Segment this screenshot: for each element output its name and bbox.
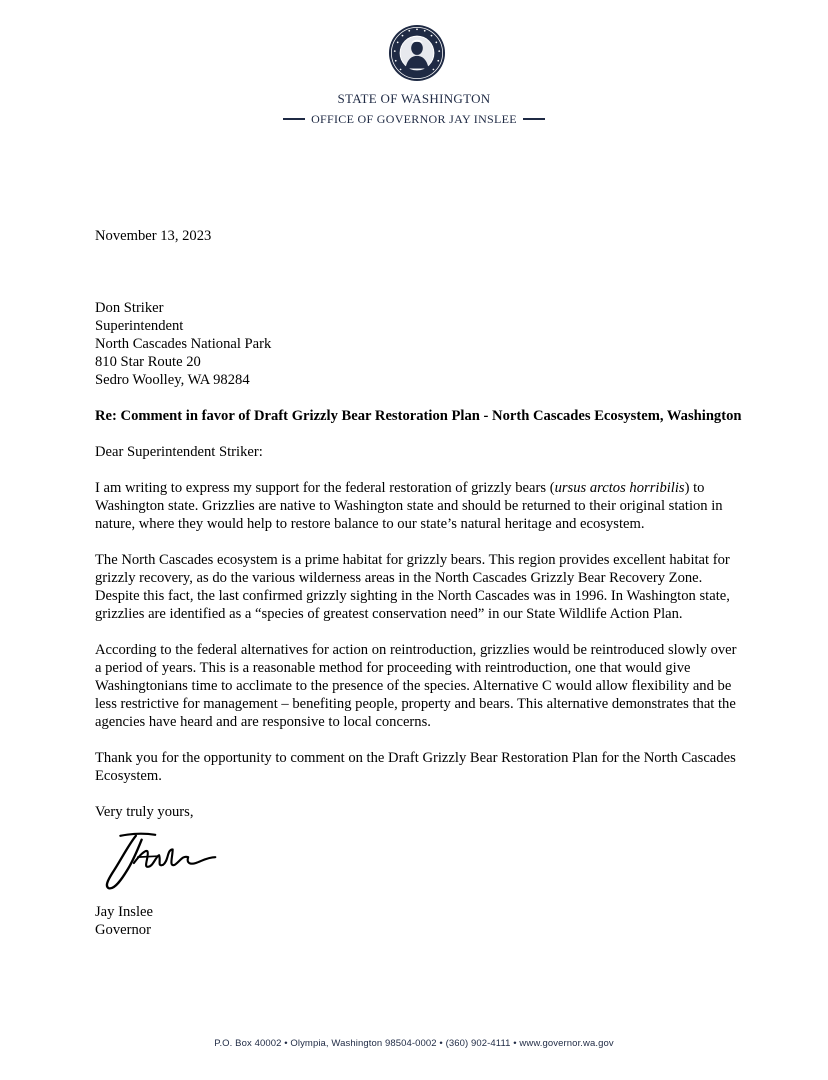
recipient-name: Don Striker — [95, 300, 164, 316]
letter-subject: Re: Comment in favor of Draft Grizzly Bear Restoration Plan - North Cascades Ecosystem, Washington — [95, 408, 742, 424]
paragraph-3: According to the federal alternatives for action on reintroduction, grizzlies would be reintroduced slowly over a period of years. This is a reasonable method for proceeding with reintroduction, one that would give Washingtonians time to acclimate to the presence of the species. Alternative C would allow flexibility and be less restrictive for management – benefiting people, property and bears. This alternative demonstrates that the agencies have heard and are responsive to local concerns. — [95, 642, 737, 730]
letterhead — [0, 90, 828, 127]
paragraph-1-after: ) to Washington state. Grizzlies are native to Washington state and should be returned to their original station in nature, where they would help to restore balance to our state’s natural heritage and ecosystem. — [95, 480, 723, 532]
paragraph-2: The North Cascades ecosystem is a prime habitat for grizzly bears. This region provides excellent habitat for grizzly recovery, as do the various wilderness areas in the North Cascades Grizzly Bear Recovery Zone. Despite this fact, the last confirmed grizzly sighting in the North Cascades was in 1996. In Washington state, grizzlies are identified as a “species of greatest conservation need” in our State Wildlife Action Plan. — [95, 552, 730, 622]
recipient-street: 810 Star Route 20 — [95, 354, 201, 370]
washington-state-seal-icon — [388, 24, 446, 82]
letterhead-footer: P.O. Box 40002 • Olympia, Washington 98504-0002 • (360) 902-4111 • www.governor.wa.gov — [214, 1038, 614, 1049]
recipient-title: Superintendent — [95, 318, 184, 334]
letterhead-office-row — [283, 111, 545, 127]
signer-name: Jay Inslee — [95, 904, 153, 920]
right-rule — [523, 118, 545, 120]
recipient-city: Sedro Woolley, WA 98284 — [95, 372, 250, 388]
recipient-address — [95, 299, 745, 389]
paragraph-4: Thank you for the opportunity to comment on the Draft Grizzly Bear Restoration Plan for the North Cascades Ecosystem. — [95, 750, 736, 784]
letter-date: November 13, 2023 — [95, 228, 212, 244]
paragraph-1 — [95, 479, 745, 533]
recipient-organization: North Cascades National Park — [95, 336, 272, 352]
paragraph-1-before: I am writing to express my support for the federal restoration of grizzly bears ( — [95, 480, 555, 496]
left-rule — [283, 118, 305, 120]
letter-body — [95, 227, 745, 939]
letter-salutation: Dear Superintendent Striker: — [95, 444, 263, 460]
letterhead-office: OFFICE OF GOVERNOR JAY INSLEE — [311, 112, 517, 126]
signature-area — [95, 825, 745, 903]
handwritten-signature-icon — [99, 827, 225, 897]
letter-closing: Very truly yours, — [95, 804, 194, 820]
species-name: ursus arctos horribilis — [554, 480, 685, 496]
signer-title: Governor — [95, 922, 151, 938]
letterhead-state: STATE OF WASHINGTON — [337, 91, 491, 106]
